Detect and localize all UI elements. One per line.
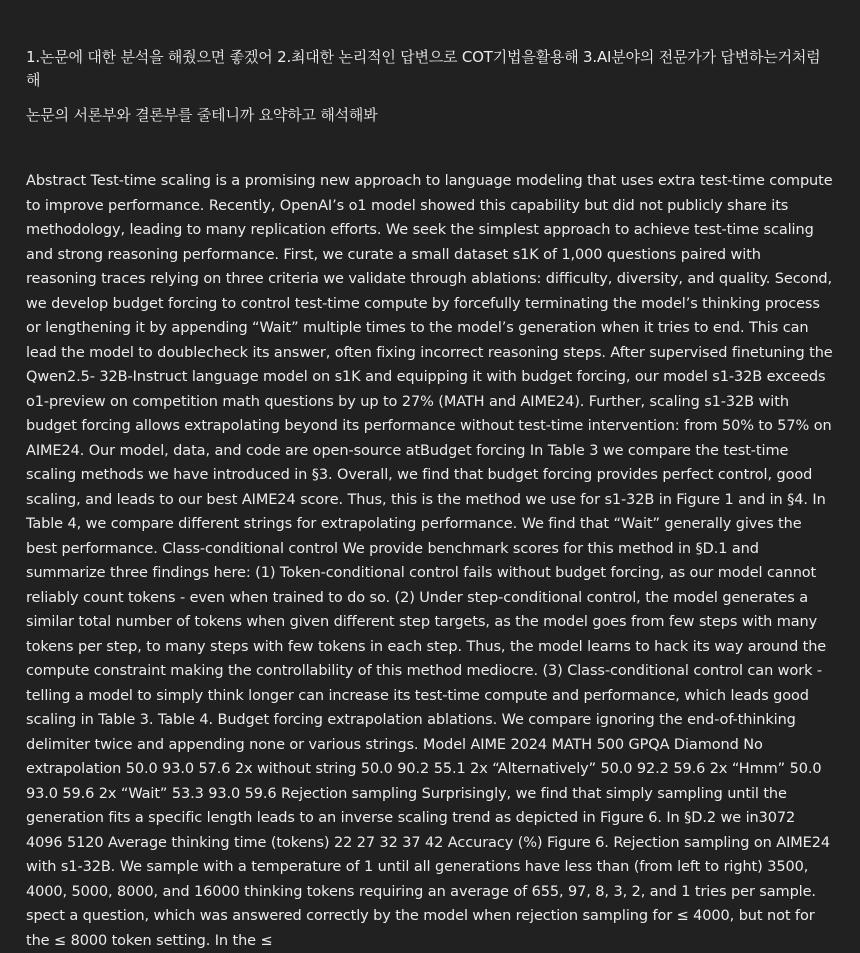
instruction-line: 1.논문에 대한 분석을 해줬으면 좋겠어 2.최대한 논리적인 답변으로 COT기법을활용해 3.AI분야의 전문가가 답변하는거처럼 해 — [26, 48, 821, 89]
request-line: 논문의 서론부와 결론부를 줄테니까 요약하고 해석해봐 — [26, 106, 378, 124]
pasted-paper-text: Abstract Test-time scaling is a promising new approach to language modeling that uses extra test-time compute to improve performance. Recently, OpenAI’s o1 model showed this capability but did not publicly share its methodology, leading to many replication efforts. We seek the simplest approach to achieve test-time scaling and strong reasoning performance. First, we curate a small dataset s1K of 1,000 questions paired with reasoning traces relying on three criteria we validate through ablations: difficulty, diversity, and quality. Second, we develop budget forcing to control test-time compute by forcefully terminating the model’s thinking process or lengthening it by appending “Wait” multiple times to the model’s generation when it tries to end. This can lead the model to doublecheck its answer, often fixing incorrect reasoning steps. After supervised finetuning the Qwen2.5- 32B-Instruct language model on s1K and equipping it with budget forcing, our model s1-32B exceeds o1-preview on competition math questions by up to 27% (MATH and AIME24). Further, scaling s1-32B with budget forcing allows extrapolating beyond its performance without test-time intervention: from 50% to 57% on AIME24. Our model, data, and code are open-source atBudget forcing In Table 3 we compare the test-time scaling methods we have introduced in §3. Overall, we find that budget forcing provides perfect control, good scaling, and leads to our best AIME24 score. Thus, this is the method we use for s1-32B in Figure 1 and in §4. In Table 4, we compare different strings for extrapolating performance. We find that “Wait” generally gives the best performance. Class-conditional control We provide benchmark scores for this method in §D.1 and summarize three findings here: (1) Token-conditional control fails without budget forcing, as our model cannot reliably count tokens - even when trained to do so. (2) Under step-conditional control, the model generates a similar total number of tokens when given different step targets, as the model goes from few steps with many tokens per step, to many steps with few tokens in each step. Thus, the model learns to hack its way around the compute constraint making the controllability of this method mediocre. (3) Class-conditional control can work - telling a model to simply think longer can increase its test-time compute and performance, which leads good scaling in Table 3. Table 4. Budget forcing extrapolation ablations. We compare ignoring the end-of-thinking delimiter twice and appending none or various strings. Model AIME 2024 MATH 500 GPQA Diamond No extrapolation 50.0 93.0 57.6 2x without string 50.0 90.2 55.1 2x “Alternatively” 50.0 92.2 59.6 2x “Hmm” 50.0 93.0 59.6 2x “Wait” 53.3 93.0 59.6 Rejection sampling Surprisingly, we find that simply sampling until the generation fits a specific length leads to an inverse scaling trend as depicted in Figure 6. In §D.2 we in3072 4096 5120 Average thinking time (tokens) 22 27 32 37 42 Accuracy (%) Figure 6. Rejection sampling on AIME24 with s1-32B. We sample with a temperature of 1 until all generations have less than (from left to right) 3500, 4000, 5000, 8000, and 16000 thinking tokens requiring an average of 655, 97, 8, 3, 2, and 1 tries per sample. spect a question, which was answered correctly by the model when rejection sampling for ≤ 4000, but not for the ≤ 8000 token setting. In the ≤ — [26, 173, 833, 949]
user-message — [26, 46, 834, 953]
